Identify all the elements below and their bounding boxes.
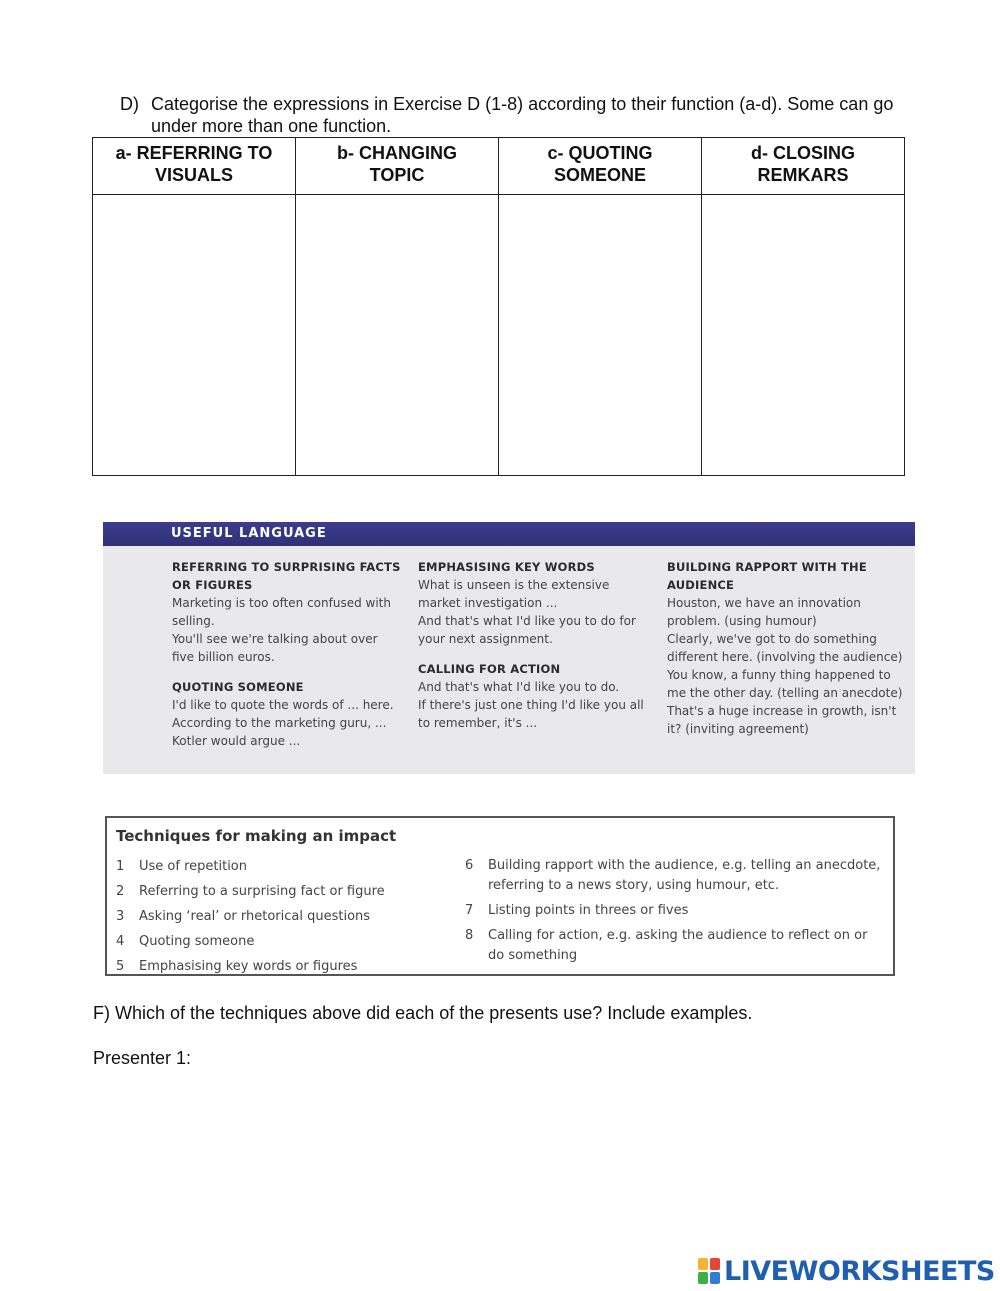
category-table [92,137,905,476]
header-closing-remarks [702,138,905,195]
header-label: CHANGING TOPIC [359,143,457,185]
answer-cell-b[interactable] [296,195,499,476]
technique-item [465,856,885,896]
section-heading: REFERRING TO SURPRISING FACTS OR FIGURES [172,560,401,592]
header-letter: c- [547,143,564,163]
header-letter: b- [336,143,354,163]
expression: Houston, we have an innovation problem. (using humour) [667,596,861,628]
technique-number: 5 [116,959,125,974]
technique-text: Calling for action, e.g. asking the audience to reflect on or do something [488,928,868,963]
expression: And that's what I'd like you to do. [418,680,620,694]
header-referring-to-visuals [93,138,296,195]
expression: According to the marketing guru, ... [172,716,387,730]
technique-number: 2 [116,884,125,899]
expression: Marketing is too often confused with selling. [172,596,391,628]
expression: That's a huge increase in growth, isn't it? (inviting agreement) [667,704,897,736]
useful-language-header [103,522,915,546]
technique-text: Building rapport with the audience, e.g. telling an anecdote, referring to a news story, using humour, etc. [488,858,881,893]
section-heading: EMPHASISING KEY WORDS [418,560,595,574]
liveworksheets-logo [698,1255,995,1287]
techniques-box [105,816,895,976]
technique-number: 6 [465,858,474,873]
section-heading: CALLING FOR ACTION [418,662,561,676]
technique-item [116,879,446,904]
technique-item [116,929,446,954]
expression: If there's just one thing I'd like you all to remember, it's ... [418,698,644,730]
technique-number: 7 [465,903,474,918]
expression: I'd like to quote the words of ... here. [172,698,394,712]
technique-text: Asking ‘real’ or rhetorical questions [139,909,371,924]
useful-language-col-1 [172,558,402,750]
header-letter: a- [115,143,132,163]
answer-cell-a[interactable] [93,195,296,476]
header-changing-topic [296,138,499,195]
expression: Kotler would argue ... [172,734,301,748]
header-letter: d- [750,143,768,163]
technique-number: 4 [116,934,125,949]
technique-text: Emphasising key words or figures [139,959,358,974]
answer-cell-c[interactable] [499,195,702,476]
exercise-d-text: Categorise the expressions in Exercise D (1-8) according to their function (a-d). Some can go under more than one function. [151,94,894,136]
header-label: QUOTING SOMEONE [553,143,653,185]
header-label: REFERRING TO VISUALS [136,143,273,185]
technique-item [116,954,446,979]
technique-number: 3 [116,909,125,924]
section-heading: QUOTING SOMEONE [172,680,304,694]
header-quoting-someone [499,138,702,195]
expression: Clearly, we've got to do something different here. (involving the audience) [667,632,903,664]
logo-icon [698,1258,720,1284]
useful-language-col-3 [667,558,905,738]
header-label: CLOSING REMKARS [757,143,856,185]
exercise-d-marker: D) [120,94,139,114]
section-heading: BUILDING RAPPORT WITH THE AUDIENCE [667,560,867,592]
technique-text: Listing points in threes or fives [488,903,689,918]
technique-item [465,926,885,966]
logo-block [710,1258,720,1270]
question-f: F) Which of the techniques above did each of the presents use? Include examples. [93,1003,753,1023]
expression: And that's what I'd like you to do for your next assignment. [418,614,636,646]
technique-item [116,854,446,879]
presenter-1-label: Presenter 1: [93,1048,192,1068]
expression: You'll see we're talking about over five billion euros. [172,632,378,664]
techniques-right-list [465,856,885,971]
techniques-title: Techniques for making an impact [116,827,397,845]
logo-text: LIVEWORKSHEETS [724,1255,995,1287]
technique-item [116,904,446,929]
useful-language-title: USEFUL LANGUAGE [171,526,327,541]
technique-number: 1 [116,859,125,874]
technique-text: Quoting someone [139,934,255,949]
expression: What is unseen is the extensive market investigation ... [418,578,610,610]
expression: You know, a funny thing happened to me the other day. (telling an anecdote) [667,668,903,700]
useful-language-col-2 [418,558,654,732]
answer-cell-d[interactable] [702,195,905,476]
technique-text: Referring to a surprising fact or figure [139,884,385,899]
useful-language-box [103,522,915,774]
exercise-d-instruction [120,93,910,137]
technique-text: Use of repetition [139,859,247,874]
logo-block [698,1258,708,1270]
techniques-left-list [116,854,446,979]
logo-block [710,1272,720,1284]
logo-block [698,1272,708,1284]
technique-number: 8 [465,928,474,943]
technique-item [465,901,885,921]
